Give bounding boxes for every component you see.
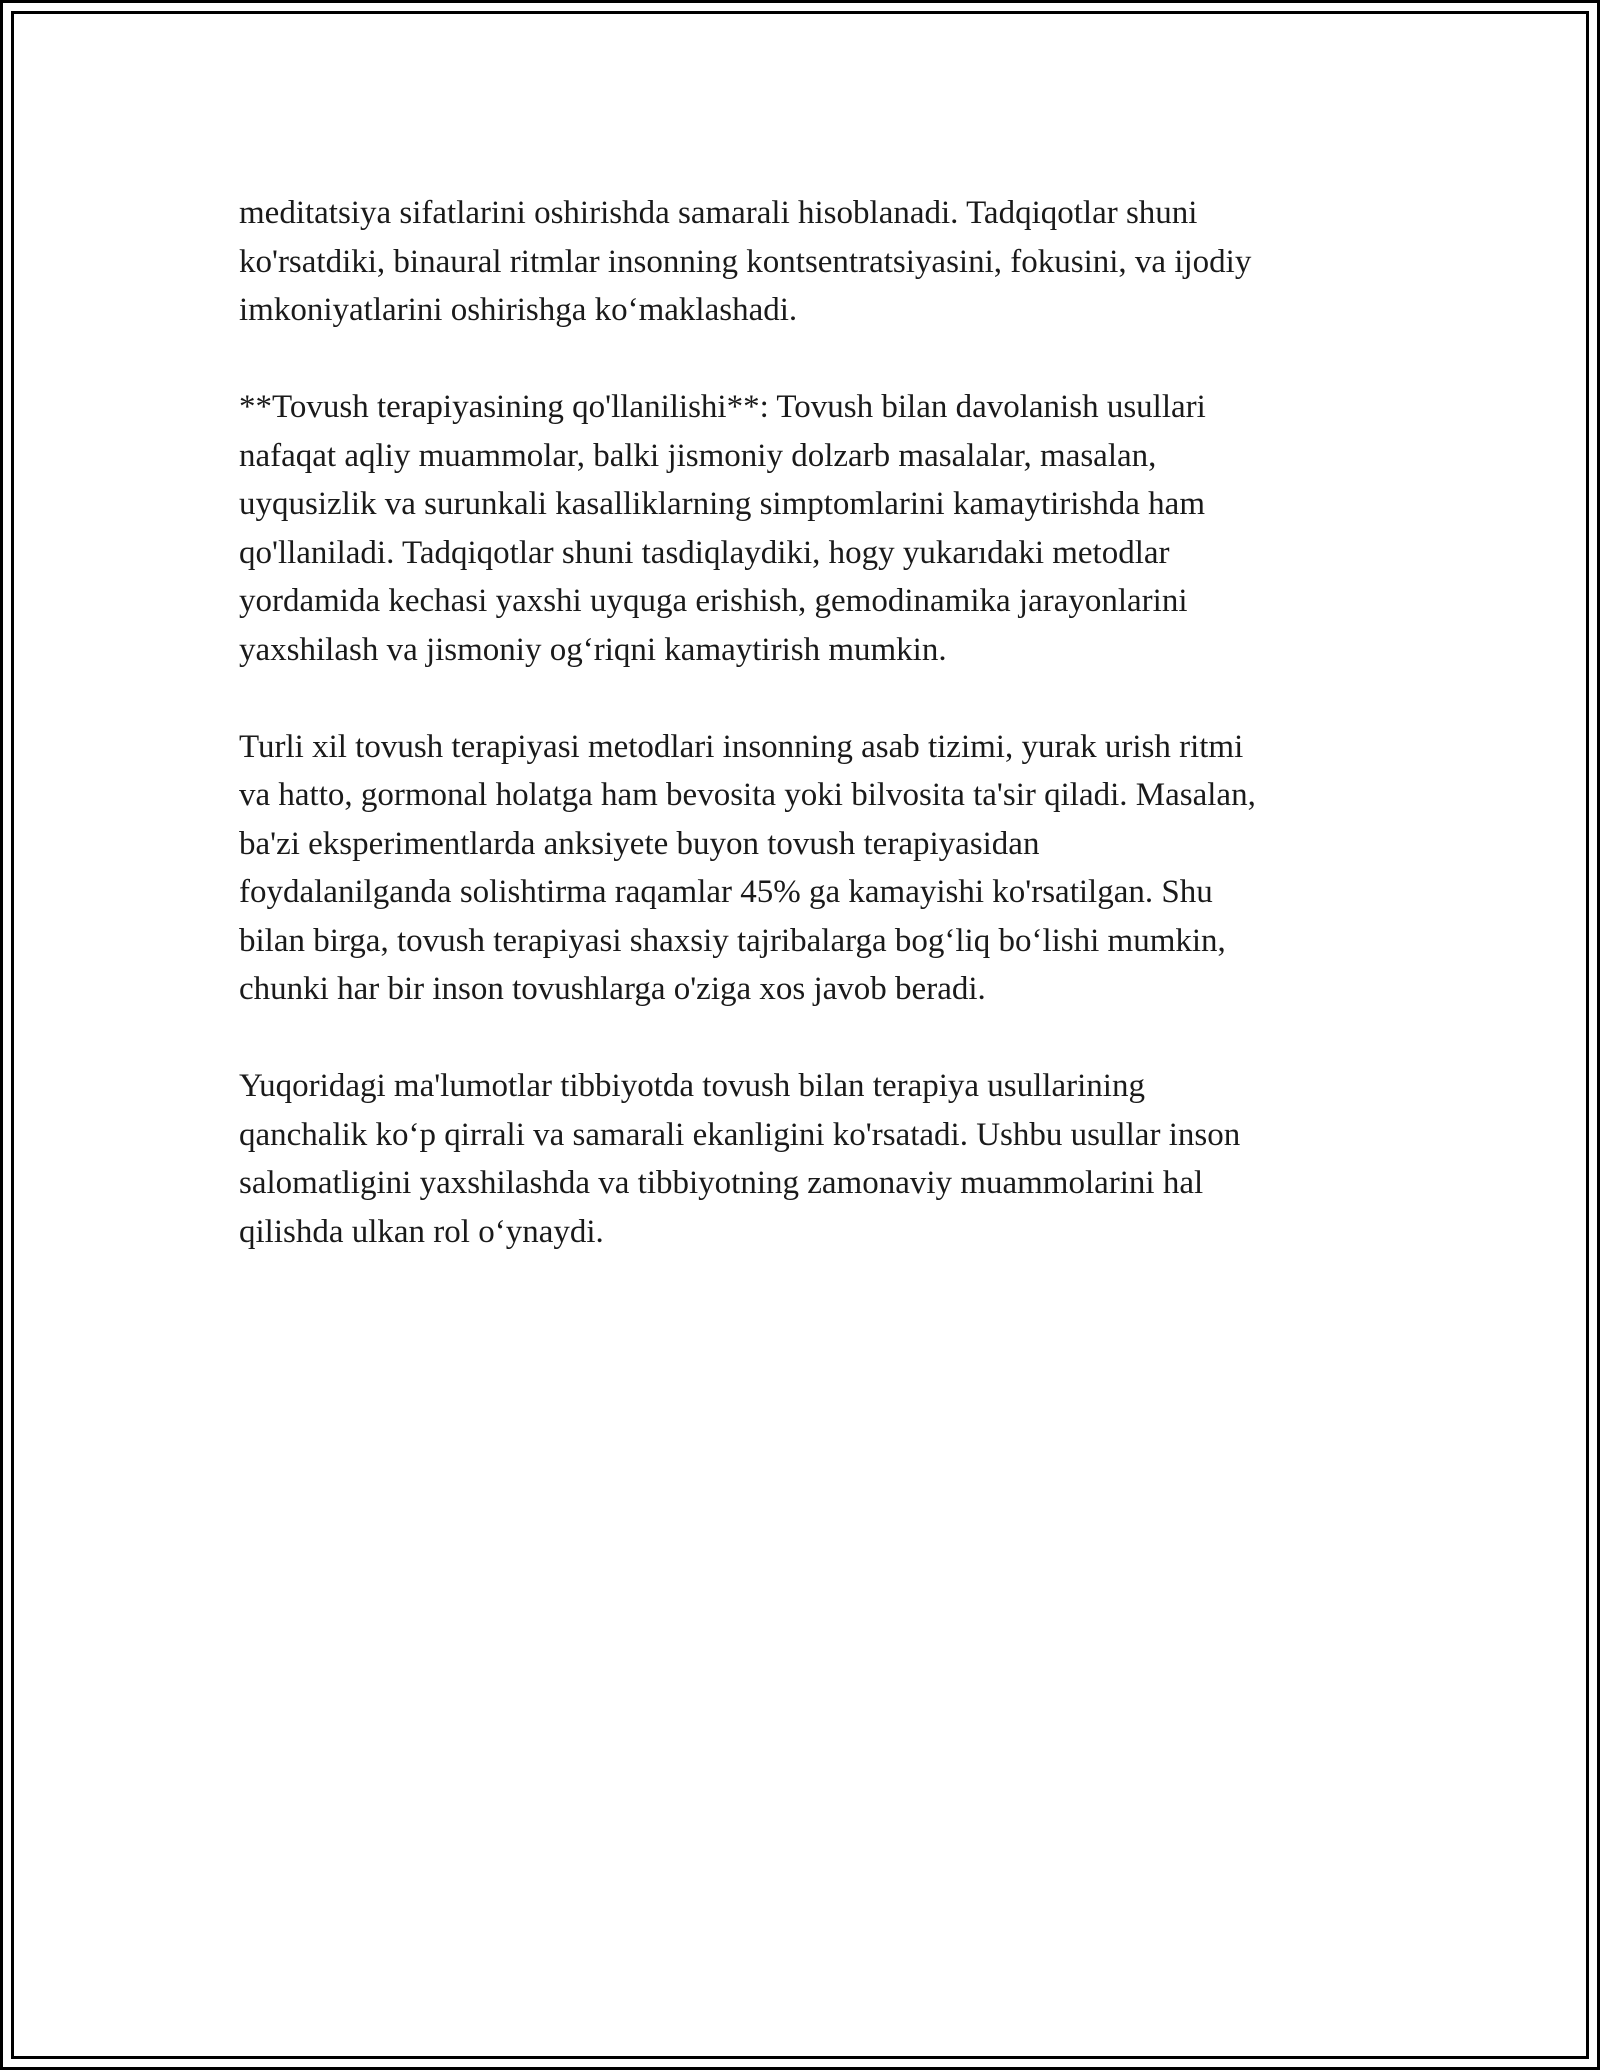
- paragraph-sound-therapy-methods: Turli xil tovush terapiyasi metodlari insonning asab tizimi, yurak urish ritmi va hatto, gormonal holatga ham bevosita yoki bilvosita ta'sir qiladi. Masalan, ba'zi eksperimentlarda anksiyete buyon tovush terapiyasidan foydalanilganda solishtirma raqamlar 45% ga kamayishi ko'rsatilgan. Shu bilan birga, tovush terapiyasi shaxsiy tajribalarga bog‘liq bo‘lishi mumkin, chunki har bir inson tovushlarga o'ziga xos javob beradi.: [239, 728, 1256, 1007]
- document-body: [239, 189, 1389, 1305]
- paragraph-meditation: meditatsiya sifatlarini oshirishda samarali hisoblanadi. Tadqiqotlar shuni ko'rsatdiki, binaural ritmlar insonning kontsentratsiyasini, fokusini, va ijodiy imkoniyatlarini oshirishga ko‘maklashadi.: [239, 195, 1252, 328]
- paragraph-conclusion: Yuqoridagi ma'lumotlar tibbiyotda tovush bilan terapiya usullarining qanchalik ko‘p qirrali va samarali ekanligini ko'rsatadi. Ushbu usullar inson salomatligini yaxshilashda va tibbiyotning zamonaviy muammolarini hal qilishda ulkan rol o‘ynaydi.: [239, 1068, 1241, 1250]
- paragraph-sound-therapy-application: **Tovush terapiyasining qo'llanilishi**: Tovush bilan davolanish usullari nafaqat aqliy muammolar, balki jismoniy dolzarb masalalar, masalan, uyqusizlik va surunkali kasalliklarning simptomlarini kamaytirishda ham qo'llaniladi. Tadqiqotlar shuni tasdiqlaydiki, hogy yukarıdaki metodlar yordamida kechasi yaxshi uyquga erishish, gemodinamika jarayonlarini yaxshilash va jismoniy og‘riqni kamaytirish mumkin.: [239, 389, 1206, 668]
